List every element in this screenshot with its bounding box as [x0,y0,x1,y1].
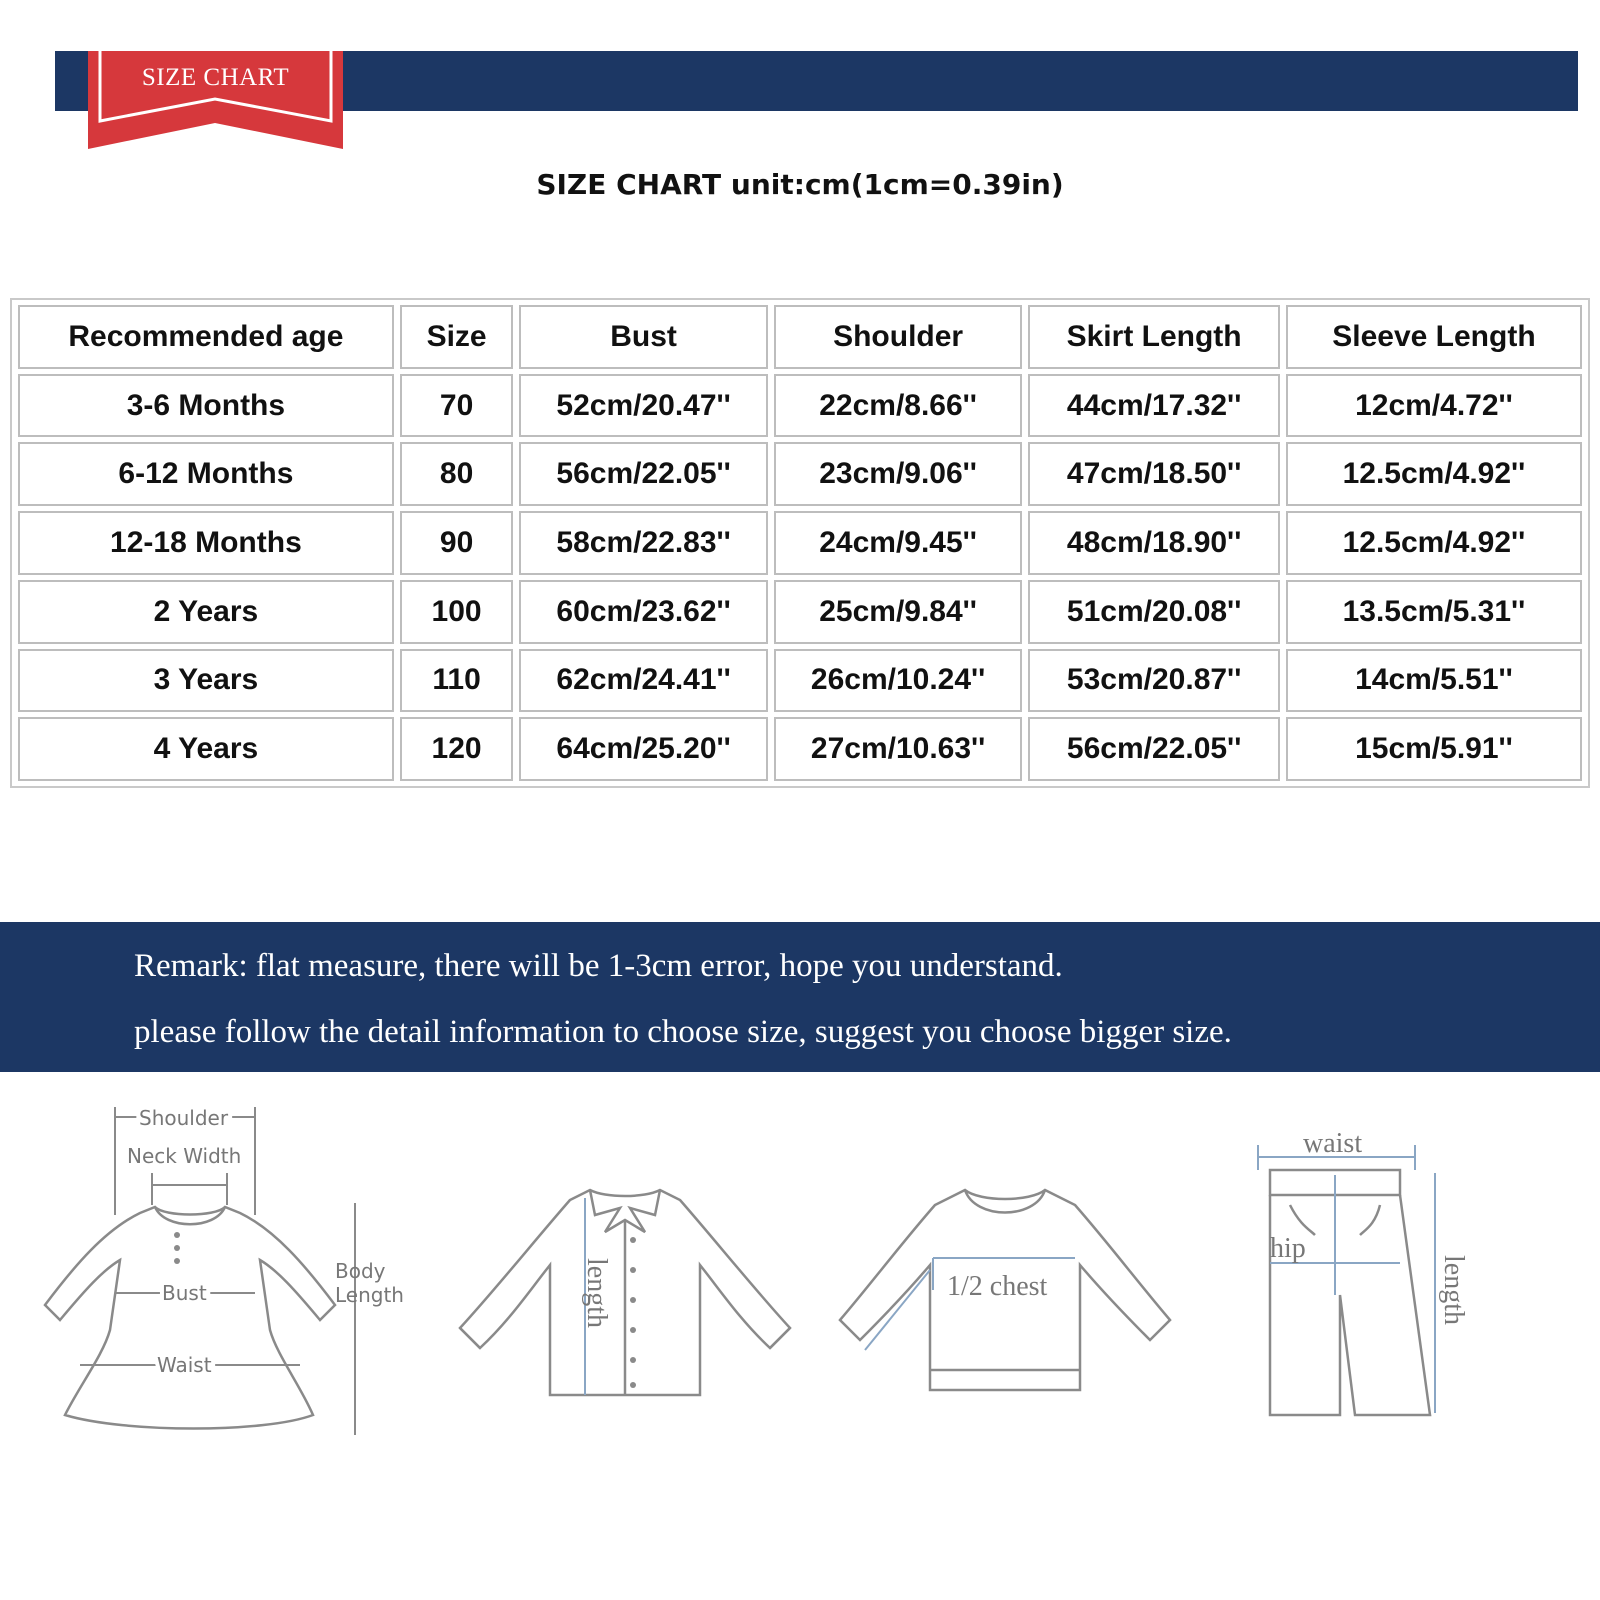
dress-label-bust: Bust [162,1281,207,1305]
header-cell: Skirt Length [1028,305,1280,369]
pants-label-waist: waist [1303,1128,1363,1159]
table-cell: 13.5cm/5.31'' [1286,580,1582,644]
remark-line-1: Remark: flat measure, there will be 1-3cm error, hope you understand. [134,948,1063,984]
table-cell: 4 Years [18,717,394,781]
table-cell: 58cm/22.83'' [519,511,768,575]
table-row [18,374,1582,438]
pants-label-length: length [1438,1255,1469,1325]
table-cell: 12-18 Months [18,511,394,575]
header-cell: Recommended age [18,305,394,369]
table-cell: 56cm/22.05'' [1028,717,1280,781]
table-row [18,649,1582,713]
table-cell: 26cm/10.24'' [774,649,1023,713]
table-cell: 12.5cm/4.92'' [1286,511,1582,575]
table-cell: 90 [400,511,514,575]
size-table-container [10,298,1590,788]
table-row [18,717,1582,781]
remark-line-2: please follow the detail information to choose size, suggest you choose bigger size. [134,1014,1232,1050]
table-cell: 14cm/5.51'' [1286,649,1582,713]
dress-label-waist: Waist [157,1353,212,1377]
table-cell: 80 [400,442,514,506]
chart-subtitle: SIZE CHART unit:cm(1cm=0.39in) [536,168,1064,201]
table-cell: 3-6 Months [18,374,394,438]
table-cell: 53cm/20.87'' [1028,649,1280,713]
shirt-diagram [455,1180,805,1420]
pants-label-hip: hip [1270,1233,1306,1264]
header-cell: Size [400,305,514,369]
table-cell: 120 [400,717,514,781]
header-cell: Bust [519,305,768,369]
table-cell: 6-12 Months [18,442,394,506]
size-table [12,300,1588,786]
header-cell: Shoulder [774,305,1023,369]
table-cell: 60cm/23.62'' [519,580,768,644]
sweater-diagram [835,1180,1185,1420]
table-cell: 48cm/18.90'' [1028,511,1280,575]
dress-label-shoulder: Shoulder [139,1106,229,1130]
shirt-label-length: length [581,1258,612,1328]
table-cell: 24cm/9.45'' [774,511,1023,575]
table-cell: 47cm/18.50'' [1028,442,1280,506]
table-cell: 51cm/20.08'' [1028,580,1280,644]
table-cell: 44cm/17.32'' [1028,374,1280,438]
table-cell: 12cm/4.72'' [1286,374,1582,438]
dress-label-body-1: Body [335,1259,386,1283]
pants-diagram [1255,1115,1495,1435]
table-header-row [18,305,1582,369]
table-cell: 100 [400,580,514,644]
table-cell: 64cm/25.20'' [519,717,768,781]
ribbon-label: SIZE CHART [141,64,290,91]
table-cell: 3 Years [18,649,394,713]
table-cell: 12.5cm/4.92'' [1286,442,1582,506]
table-cell: 22cm/8.66'' [774,374,1023,438]
table-row [18,580,1582,644]
table-cell: 15cm/5.91'' [1286,717,1582,781]
table-cell: 23cm/9.06'' [774,442,1023,506]
table-cell: 27cm/10.63'' [774,717,1023,781]
header-cell: Sleeve Length [1286,305,1582,369]
dress-label-neck: Neck Width [127,1144,242,1168]
table-row [18,511,1582,575]
dress-label-body-2: Length [335,1283,404,1307]
dress-diagram [15,1095,415,1455]
sweater-label-chest: 1/2 chest [947,1271,1048,1302]
table-cell: 52cm/20.47'' [519,374,768,438]
table-cell: 62cm/24.41'' [519,649,768,713]
table-row [18,442,1582,506]
table-cell: 70 [400,374,514,438]
table-cell: 25cm/9.84'' [774,580,1023,644]
table-cell: 2 Years [18,580,394,644]
table-cell: 110 [400,649,514,713]
table-cell: 56cm/22.05'' [519,442,768,506]
